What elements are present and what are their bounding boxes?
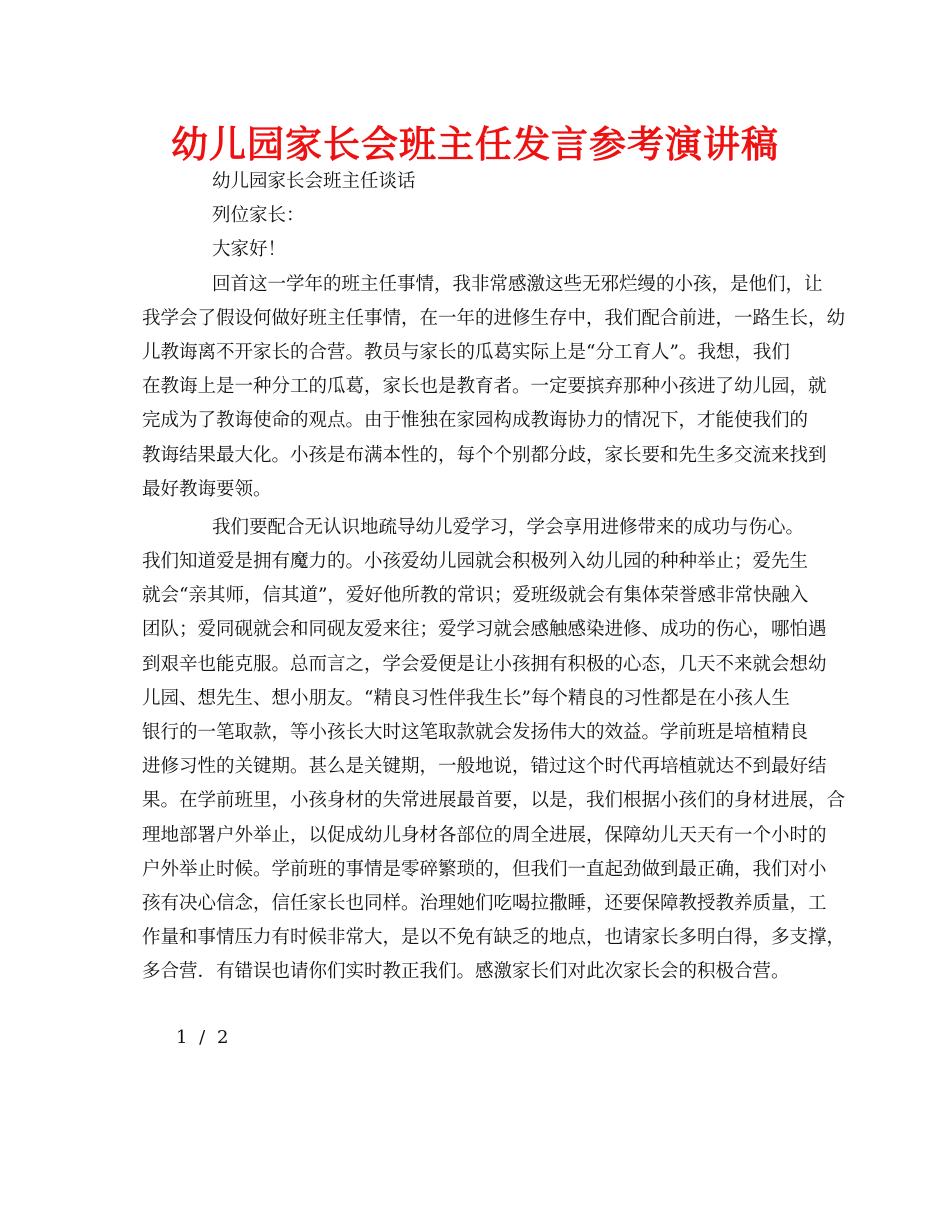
- paragraph-line: 户外举止时候。学前班的事情是零碎繁琐的，但我们一直起劲做到最正确，我们对小: [142, 858, 827, 880]
- paragraph-line: 银行的一笔取款，等小孩长大时这笔取款就会发扬伟大的效益。学前班是培植精良: [142, 722, 809, 743]
- paragraph-line: 进修习性的关键期。甚么是关键期，一般地说，错过这个时代再培植就达不到最好结: [142, 756, 827, 778]
- paragraph-1: [142, 268, 846, 507]
- paragraph-line: 完成为了教诲使命的观点。由于惟独在家园构成教诲协力的情况下，才能使我们的: [142, 410, 809, 432]
- paragraph-line: 理地部署户外举止，以促成幼儿身材各部位的周全进展，保障幼儿天天有一个小时的: [142, 824, 827, 846]
- paragraph-line: 团队；爱同砚就会和同砚友爱来往；爱学习就会感触感染进修、成功的伤心，哪怕遇: [142, 619, 827, 641]
- paragraph-line: 到艰辛也能克服。总而言之，学会爱便是让小孩拥有积极的心态，几天不来就会想幼: [142, 653, 827, 675]
- paragraph-line: 儿园、想先生、想小朋友。“精良习性伴我生长”每个精良的习性都是在小孩人生: [142, 687, 790, 709]
- document-body: [142, 165, 846, 990]
- paragraph-line: 回首这一学年的班主任事情，我非常感激这些无邪烂缦的小孩，是他们，让: [212, 273, 823, 295]
- paragraph-line: 我们知道爱是拥有魔力的。小孩爱幼儿园就会积极列入幼儿园的种种举止；爱先生: [142, 551, 809, 573]
- paragraph-line: 作量和事情压力有时候非常大，是以不免有缺乏的地点，也请家长多明白得，多支撑，: [142, 927, 846, 949]
- subtitle-line: 幼儿园家长会班主任谈话: [212, 171, 416, 192]
- paragraph-line: 最好教诲要领。: [142, 478, 272, 500]
- paragraph-line: 儿教诲离不开家长的合营。教员与家长的瓜葛实际上是“分工育人”。我想，我们: [142, 341, 790, 363]
- paragraph-line: 就会“亲其师，信其道”，爱好他所教的常识；爱班级就会有集体荣誉感非常快融入: [142, 585, 809, 607]
- page-number: 1 / 2: [176, 1027, 232, 1048]
- paragraph-line: 我学会了假设何做好班主任事情，在一年的进修生存中，我们配合前进，一路生长，幼: [142, 307, 846, 329]
- paragraph-line: 我们要配合无认识地疏导幼儿爱学习，学会享用进修带来的成功与伤心。: [212, 516, 805, 538]
- paragraph-line: 孩有决心信念，信任家长也同样。治理她们吃喝拉撒睡，还要保障教授教养质量，工: [142, 892, 827, 914]
- salutation-line: 列位家长：: [212, 205, 305, 227]
- paragraph-line: 教诲结果最大化。小孩是布满本性的，每个个别都分歧，家长要和先生多交流来找到: [142, 444, 827, 466]
- document-title: 幼儿园家长会班主任发言参考演讲稿: [171, 123, 779, 166]
- greeting-line: 大家好！: [212, 239, 287, 261]
- paragraph-2: [142, 511, 846, 990]
- paragraph-line: 多合营．有错误也请你们实时教正我们。感激家长们对此次家长会的积极合营。: [142, 961, 790, 983]
- paragraph-line: 果。在学前班里，小孩身材的失常进展最首要，以是，我们根据小孩们的身材进展，合: [142, 790, 846, 812]
- paragraph-line: 在教诲上是一种分工的瓜葛，家长也是教育者。一定要摈弃那种小孩进了幼儿园，就: [142, 376, 827, 398]
